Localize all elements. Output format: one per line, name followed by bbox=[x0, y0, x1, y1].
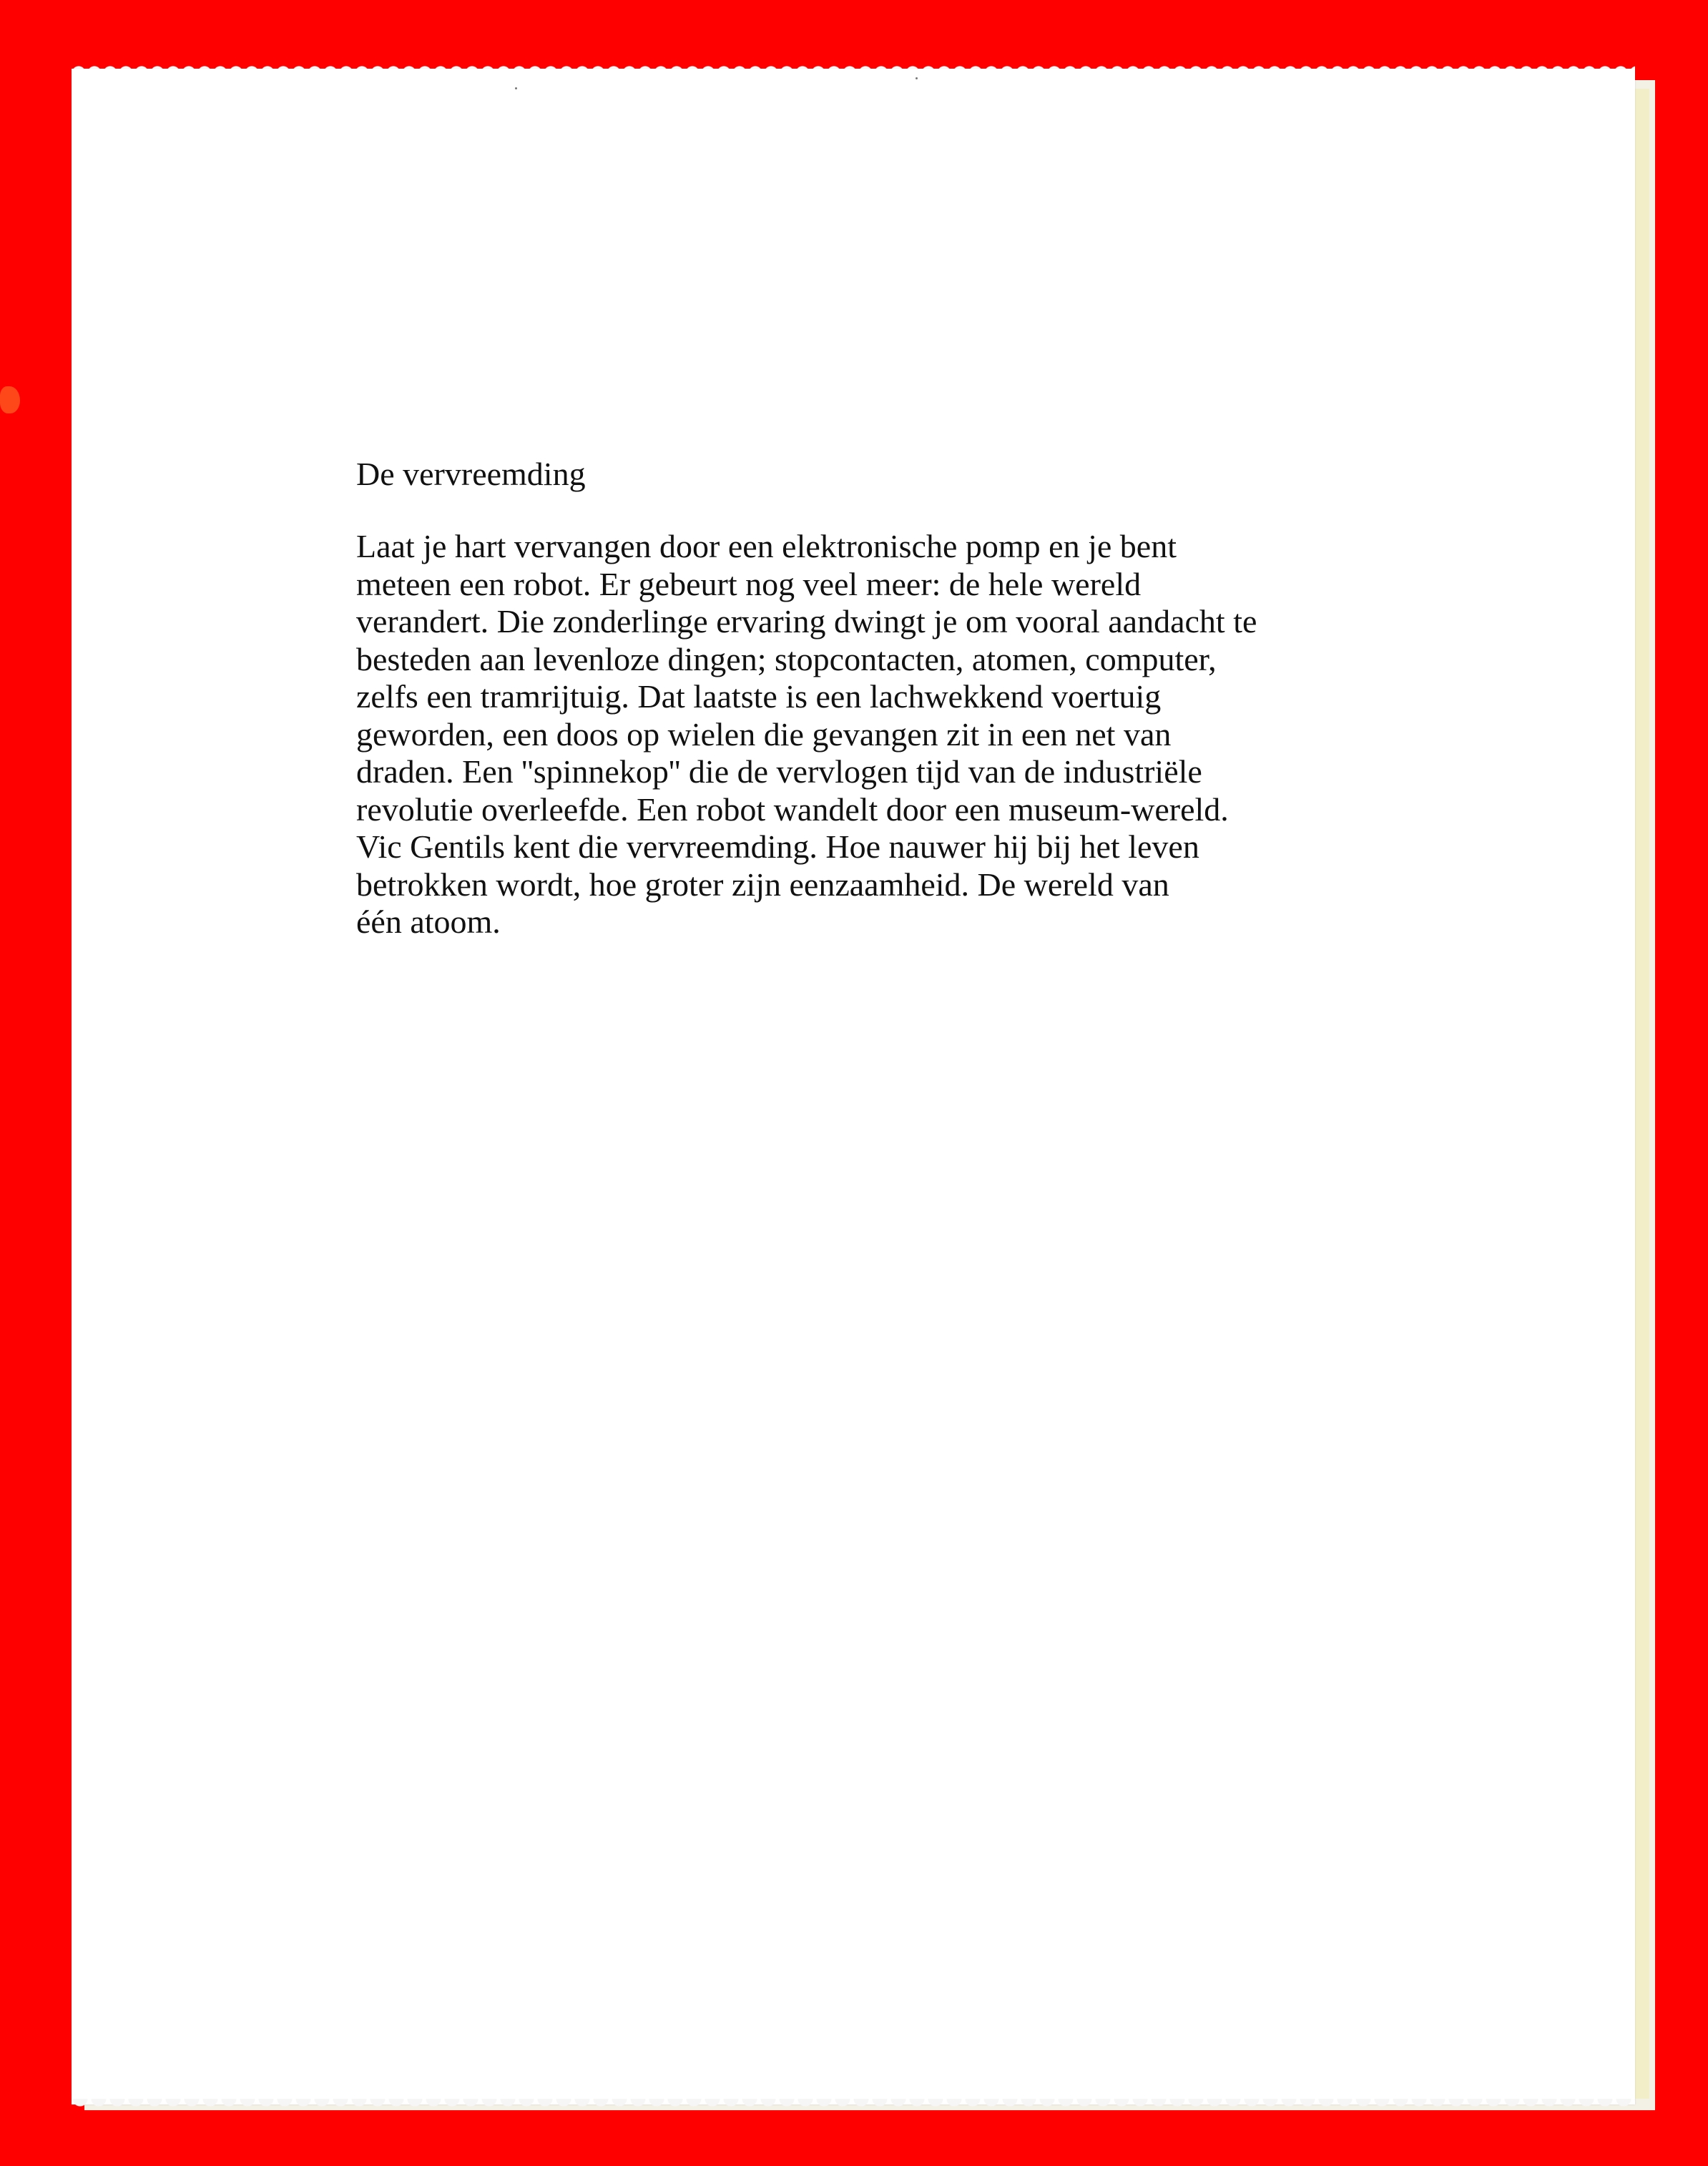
text-block bbox=[356, 455, 1358, 941]
text-line: geworden, een doos op wielen die gevangen zit in een net van bbox=[356, 715, 1172, 753]
text-line: Laat je hart vervangen door een elektronische pomp en je bent bbox=[356, 528, 1177, 564]
text-line: revolutie overleefde. Een robot wandelt door een museum-wereld. bbox=[356, 790, 1229, 828]
text-line: één atoom. bbox=[356, 903, 501, 940]
paper-speck bbox=[916, 77, 918, 79]
body-paragraph bbox=[356, 528, 1358, 941]
text-line: verandert. Die zonderlinge ervaring dwingt je om vooral aandacht te bbox=[356, 603, 1257, 639]
paper-deckle-edge-bottom bbox=[72, 2099, 1635, 2109]
text-line: besteden aan levenloze dingen; stopcontacten, atomen, computer, bbox=[356, 640, 1217, 677]
edge-color-mark bbox=[0, 386, 20, 413]
text-line: meteen een robot. Er gebeurt nog veel meer: de hele wereld bbox=[356, 565, 1142, 602]
text-line: draden. Een ''spinnekop'' die de vervlogen tijd van de industriële bbox=[356, 753, 1202, 790]
text-line: betrokken wordt, hoe groter zijn eenzaamheid. De wereld van bbox=[356, 866, 1169, 903]
document-heading: De vervreemding bbox=[356, 456, 586, 492]
paper-speck bbox=[515, 87, 517, 89]
paper-sheet bbox=[72, 69, 1635, 2104]
text-line: zelfs een tramrijtuig. Dat laatste is een lachwekkend voertuig bbox=[356, 678, 1162, 715]
text-line: Vic Gentils kent die vervreemding. Hoe nauwer hij bij het leven bbox=[356, 828, 1199, 865]
